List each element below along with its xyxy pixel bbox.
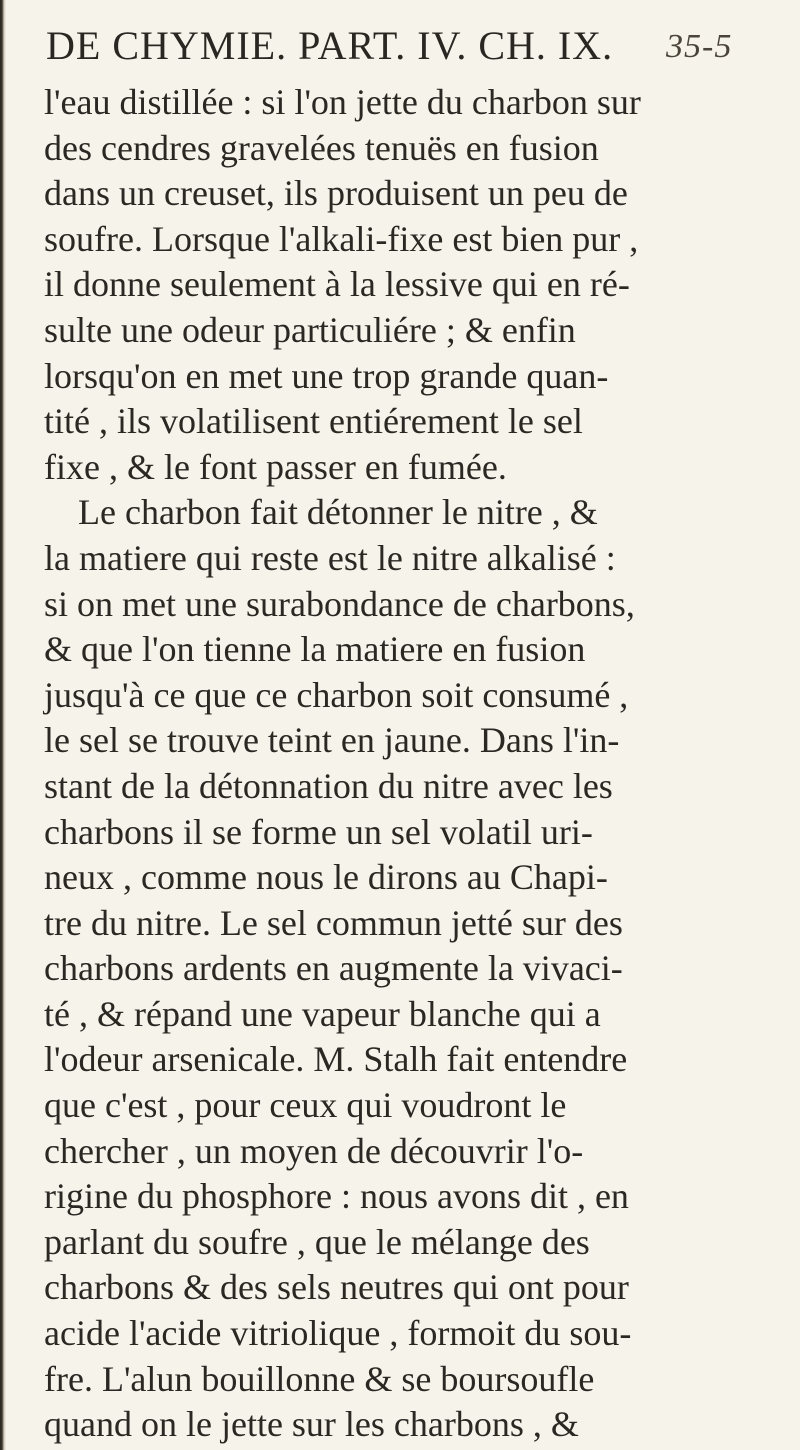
text-line: parlant du soufre , que le mélange des [44,1221,590,1262]
text-line: l'odeur arsenicale. M. Stalh fait entendre [44,1039,628,1080]
binding-edge [0,0,6,1450]
running-head: DE CHYMIE. PART. IV. CH. IX. [46,23,614,68]
text-line: chercher , un moyen de découvrir l'o- [44,1130,584,1171]
text-line: & que l'on tienne la matiere en fusion [44,629,586,670]
text-line: acide l'acide vitriolique , formoit du sou- [44,1313,632,1354]
text-line: dans un creuset, ils produisent un peu de [44,173,628,214]
body-text [44,80,784,1448]
text-line: fre. L'alun bouillonne & se boursoufle [44,1358,595,1399]
text-line: le sel se trouve teint en jaune. Dans l'in- [44,720,620,761]
text-line: fixe , & le font passer en fumée. [44,446,507,487]
text-line: tité , ils volatilisent entiérement le sel [44,401,583,442]
text-line: stant de la détonnation du nitre avec les [44,765,613,806]
paragraph-start-line: Le charbon fait détonner le nitre , & [78,492,598,533]
text-line: té , & répand une vapeur blanche qui a [44,993,601,1034]
text-line: il donne seulement à la lessive qui en ré- [44,264,630,305]
text-line: jusqu'à ce que ce charbon soit consumé , [44,674,629,715]
text-line: charbons & des sels neutres qui ont pour [44,1267,629,1308]
text-line: sulte une odeur particuliére ; & enfin [44,309,576,350]
text-line: lorsqu'on en met une trop grande quan- [44,355,609,396]
page-header [46,22,746,78]
page-number: 35-5 [666,28,733,65]
text-line: soufre. Lorsque l'alkali-fixe est bien pur , [44,218,639,259]
text-line: neux , comme nous le dirons au Chapi- [44,857,608,898]
text-line: tre du nitre. Le sel commun jetté sur des [44,902,623,943]
text-line: si on met une surabondance de charbons, [44,583,635,624]
text-line: la matiere qui reste est le nitre alkalisé : [44,537,616,578]
text-line: que c'est , pour ceux qui voudront le [44,1085,567,1126]
text-line: charbons ardents en augmente la vivaci- [44,948,623,989]
text-line: quand on le jette sur les charbons , & [44,1404,579,1445]
text-line: charbons il se forme un sel volatil uri- [44,811,593,852]
text-line: des cendres gravelées tenuës en fusion [44,127,599,168]
text-line: l'eau distillée : si l'on jette du charbon sur [44,82,641,122]
text-line: rigine du phosphore : nous avons dit , en [44,1176,629,1217]
